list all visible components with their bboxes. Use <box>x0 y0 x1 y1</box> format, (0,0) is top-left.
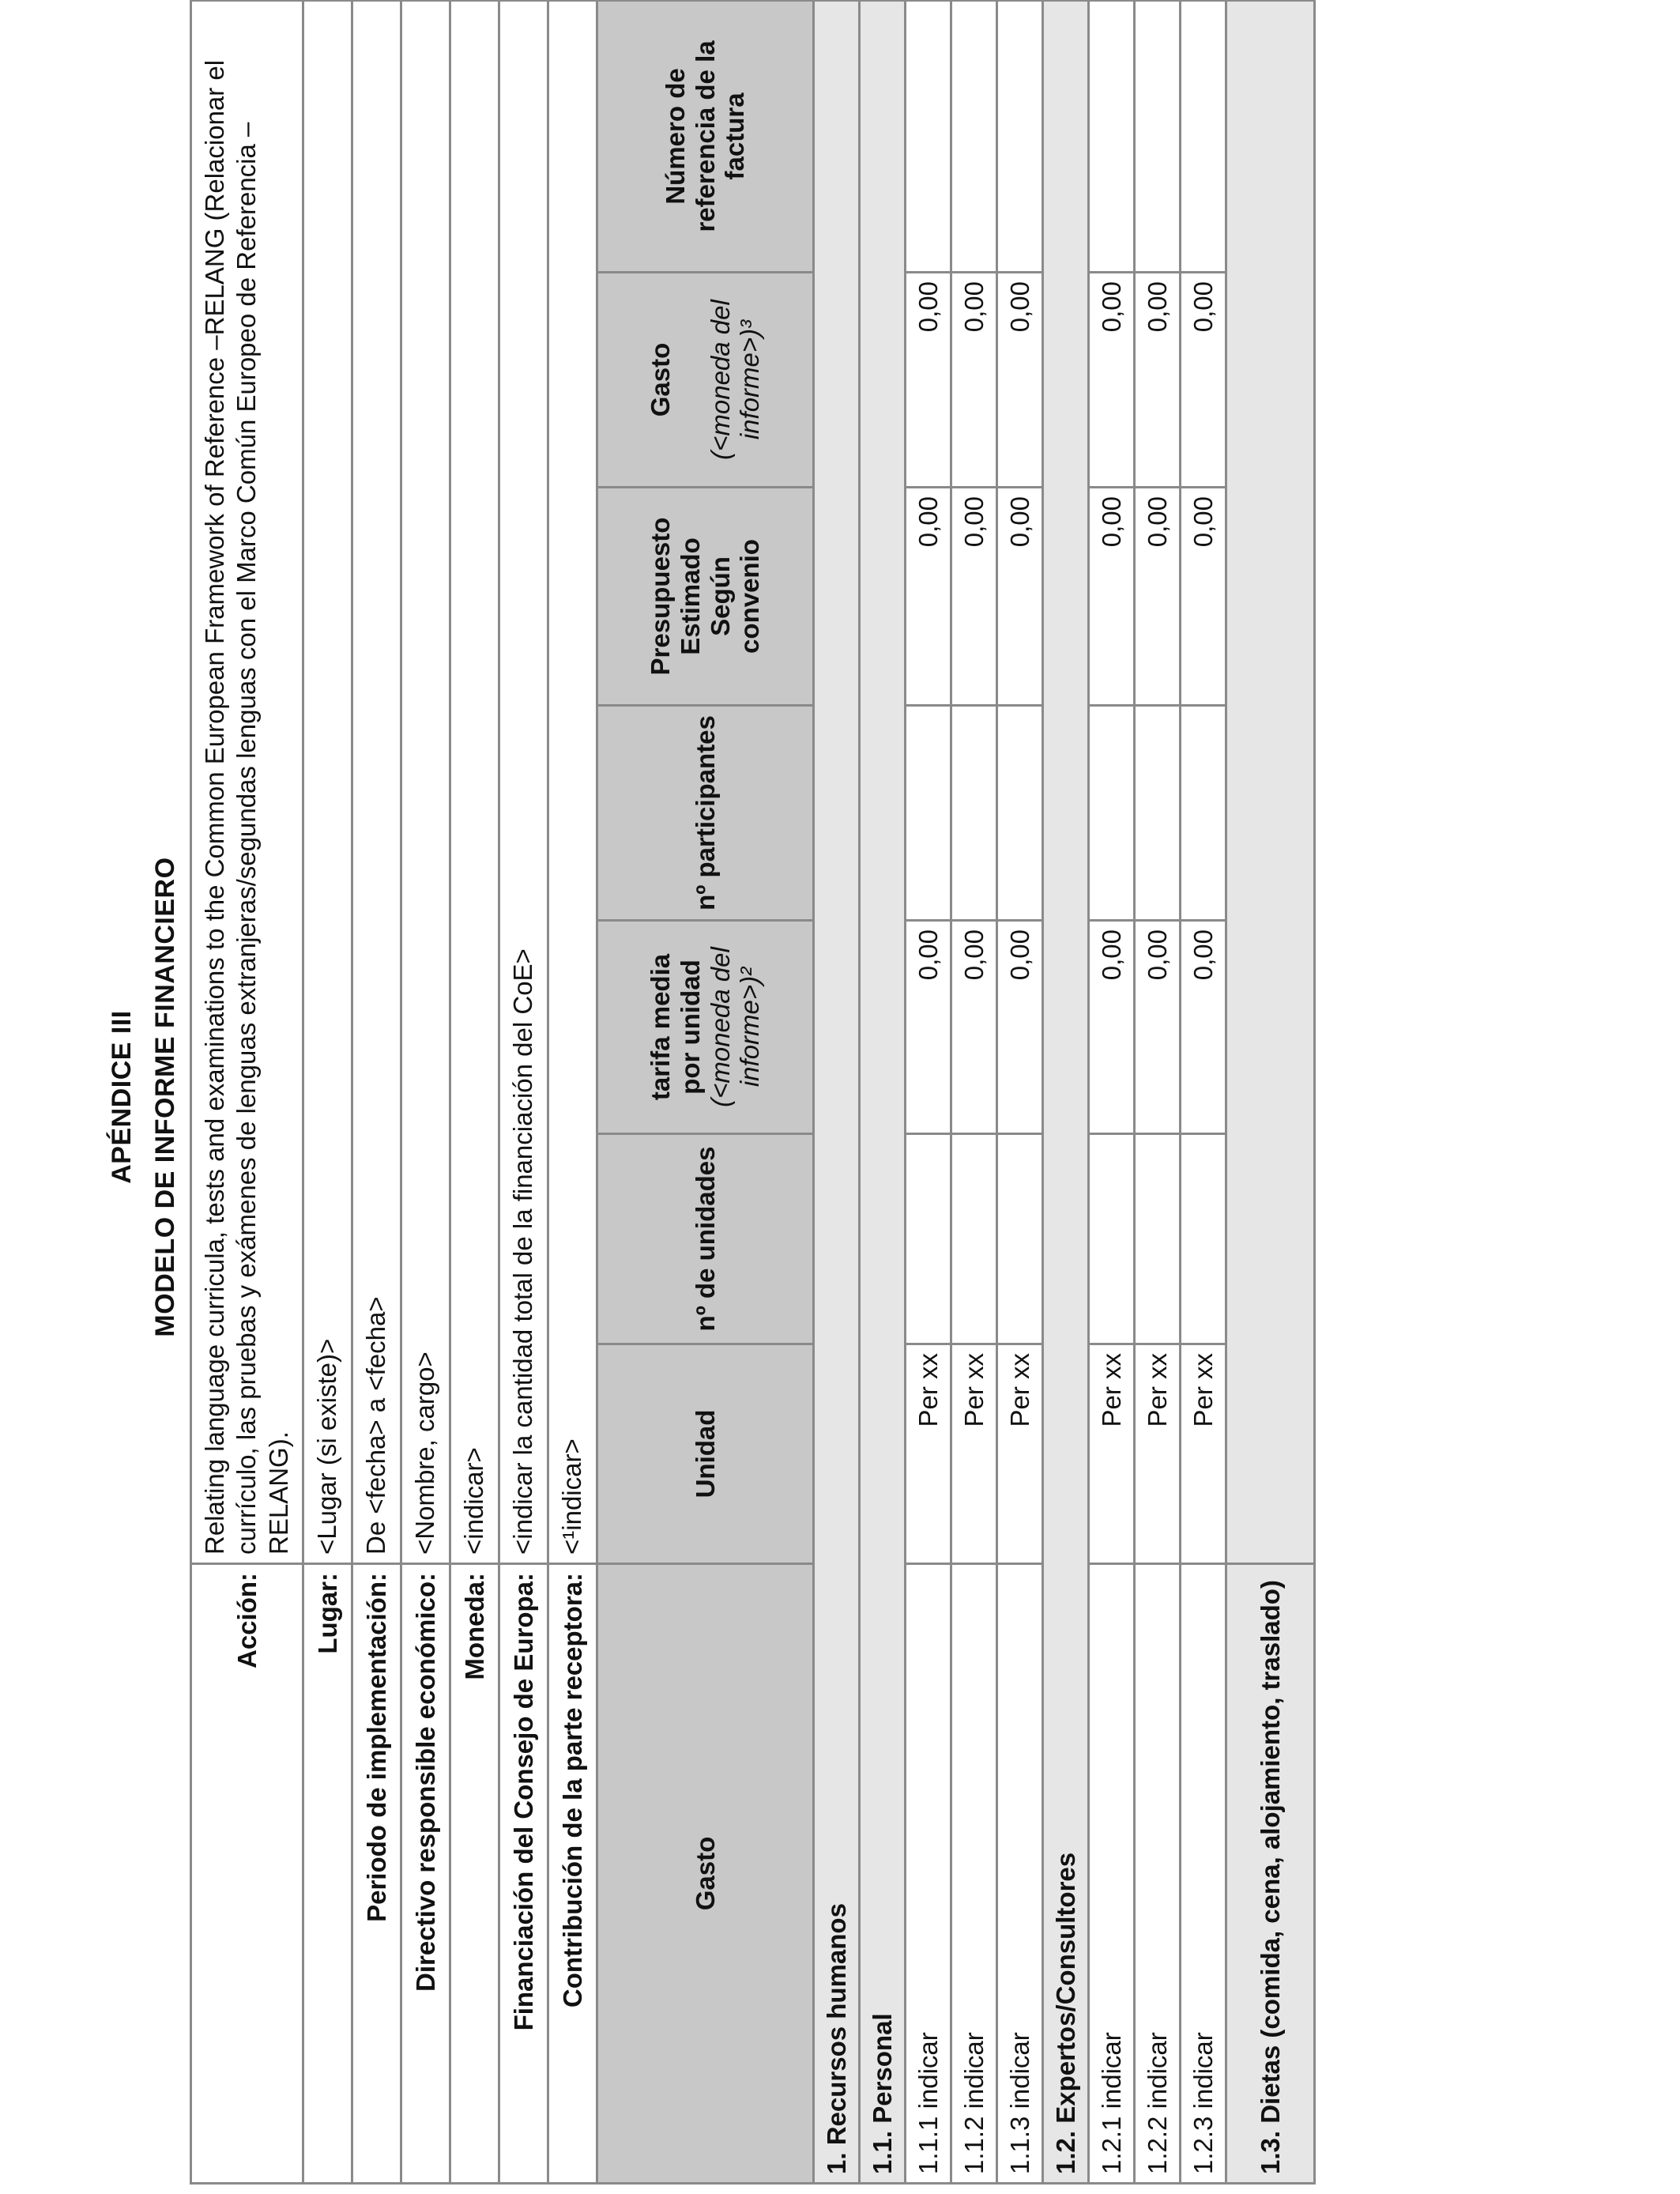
row-name: 1.2.1 indicar <box>1089 1564 1135 2184</box>
row-presupuesto: 0,00 <box>951 488 997 706</box>
row-n-participantes <box>997 706 1043 921</box>
header-gasto: Gasto <box>597 1564 814 2184</box>
value-accion: Relating language curricula, tests and examinations to the Common European Framework of Reference –RELANG (Relacionar el currículo, las pruebas y exámenes de lenguas extranjeras/segundas lenguas con el Marco Común Europeo de Referencia – RELANG). <box>191 0 303 1563</box>
label-financiacion: Financiación del Consejo de Europa: <box>499 1564 548 2184</box>
info-row-directivo <box>401 0 450 2183</box>
header-unidad: Unidad <box>597 1344 814 1564</box>
row-gasto: 0,00 <box>1089 273 1135 488</box>
row-factura <box>1089 0 1135 272</box>
row-gasto: 0,00 <box>906 273 951 488</box>
value-lugar: <Lugar (si existe)> <box>303 0 352 1563</box>
row-name: 1.1.2 indicar <box>951 1564 997 2184</box>
info-row-moneda <box>450 0 499 2183</box>
label-lugar: Lugar: <box>303 1564 352 2184</box>
section-1-3-label: 1.3. Dietas (comida, cena, alojamiento, traslado) <box>1226 1564 1315 2184</box>
row-tarifa: 0,00 <box>997 921 1043 1134</box>
section-1-3-filler <box>1226 0 1315 1563</box>
row-n-participantes <box>1181 706 1226 921</box>
row-presupuesto: 0,00 <box>1089 488 1135 706</box>
row-factura <box>951 0 997 272</box>
value-contribucion: <¹indicar> <box>548 0 597 1563</box>
row-gasto: 0,00 <box>997 273 1043 488</box>
section-row-1-1 <box>860 0 906 2183</box>
row-tarifa: 0,00 <box>1181 921 1226 1134</box>
value-financiacion: <indicar la cantidad total de la financiación del CoE> <box>499 0 548 1563</box>
value-moneda: <indicar> <box>450 0 499 1563</box>
header-gasto2-label: Gasto <box>645 342 675 417</box>
table-row <box>1089 0 1135 2183</box>
info-row-accion <box>191 0 303 2183</box>
info-row-contribucion <box>548 0 597 2183</box>
row-n-unidades <box>906 1134 951 1344</box>
row-name: 1.2.3 indicar <box>1181 1564 1226 2184</box>
value-periodo: De <fecha> a <fecha> <box>352 0 401 1563</box>
label-moneda: Moneda: <box>450 1564 499 2184</box>
row-unidad: Per xx <box>1181 1344 1226 1564</box>
row-n-unidades <box>1089 1134 1135 1344</box>
row-factura <box>906 0 951 272</box>
table-row <box>1181 0 1226 2183</box>
section-row-1 <box>814 0 860 2183</box>
row-gasto: 0,00 <box>951 273 997 488</box>
row-n-participantes <box>1089 706 1135 921</box>
row-factura <box>997 0 1043 272</box>
section-1-label: 1. Recursos humanos <box>814 0 860 2183</box>
table-row <box>1135 0 1181 2183</box>
header-presupuesto: Presupuesto Estimado Según convenio <box>597 488 814 706</box>
row-n-unidades <box>997 1134 1043 1344</box>
header-factura: Número de referencia de la factura <box>597 0 814 272</box>
section-1-1-label: 1.1. Personal <box>860 0 906 2183</box>
label-accion: Acción: <box>191 1564 303 2184</box>
header-tarifa-note: (<moneda del informe>)² <box>705 947 765 1107</box>
header-tarifa-label: tarifa media por unidad <box>645 953 705 1101</box>
row-presupuesto: 0,00 <box>997 488 1043 706</box>
table-row <box>997 0 1043 2183</box>
row-unidad: Per xx <box>997 1344 1043 1564</box>
section-row-1-3 <box>1226 0 1315 2183</box>
financial-report-table <box>190 0 1316 2185</box>
label-periodo: Periodo de implementación: <box>352 1564 401 2184</box>
header-n-participantes: nº participantes <box>597 706 814 921</box>
row-n-unidades <box>1135 1134 1181 1344</box>
header-n-unidades: nº de unidades <box>597 1134 814 1344</box>
row-tarifa: 0,00 <box>1135 921 1181 1134</box>
row-unidad: Per xx <box>951 1344 997 1564</box>
row-n-unidades <box>951 1134 997 1344</box>
value-directivo: <Nombre, cargo> <box>401 0 450 1563</box>
row-tarifa: 0,00 <box>1089 921 1135 1134</box>
info-row-lugar <box>303 0 352 2183</box>
row-presupuesto: 0,00 <box>1181 488 1226 706</box>
row-name: 1.2.2 indicar <box>1135 1564 1181 2184</box>
appendix-title: APÉNDICE III <box>107 1010 137 1184</box>
section-row-1-2 <box>1043 0 1089 2183</box>
row-factura <box>1181 0 1226 272</box>
row-presupuesto: 0,00 <box>1135 488 1181 706</box>
row-name: 1.1.3 indicar <box>997 1564 1043 2184</box>
row-n-participantes <box>1135 706 1181 921</box>
row-tarifa: 0,00 <box>951 921 997 1134</box>
row-gasto: 0,00 <box>1135 273 1181 488</box>
row-presupuesto: 0,00 <box>906 488 951 706</box>
table-row <box>906 0 951 2183</box>
column-header-row <box>597 0 814 2183</box>
header-tarifa <box>597 921 814 1134</box>
row-name: 1.1.1 indicar <box>906 1564 951 2184</box>
header-gasto-moneda <box>597 273 814 488</box>
section-1-2-label: 1.2. Expertos/Consultores <box>1043 0 1089 2183</box>
row-n-participantes <box>951 706 997 921</box>
row-factura <box>1135 0 1181 272</box>
row-gasto: 0,00 <box>1181 273 1226 488</box>
header-gasto2-note: (<moneda del informe>)³ <box>705 300 765 460</box>
row-unidad: Per xx <box>1089 1344 1135 1564</box>
title-block <box>0 0 182 2194</box>
row-n-unidades <box>1181 1134 1226 1344</box>
label-contribucion: Contribución de la parte receptora: <box>548 1564 597 2184</box>
row-tarifa: 0,00 <box>906 921 951 1134</box>
row-unidad: Per xx <box>906 1344 951 1564</box>
row-n-participantes <box>906 706 951 921</box>
table-row <box>951 0 997 2183</box>
label-directivo: Directivo responsible económico: <box>401 1564 450 2184</box>
row-unidad: Per xx <box>1135 1344 1181 1564</box>
report-title: MODELO DE INFORME FINANCIERO <box>150 857 180 1337</box>
info-row-financiacion <box>499 0 548 2183</box>
info-row-periodo <box>352 0 401 2183</box>
